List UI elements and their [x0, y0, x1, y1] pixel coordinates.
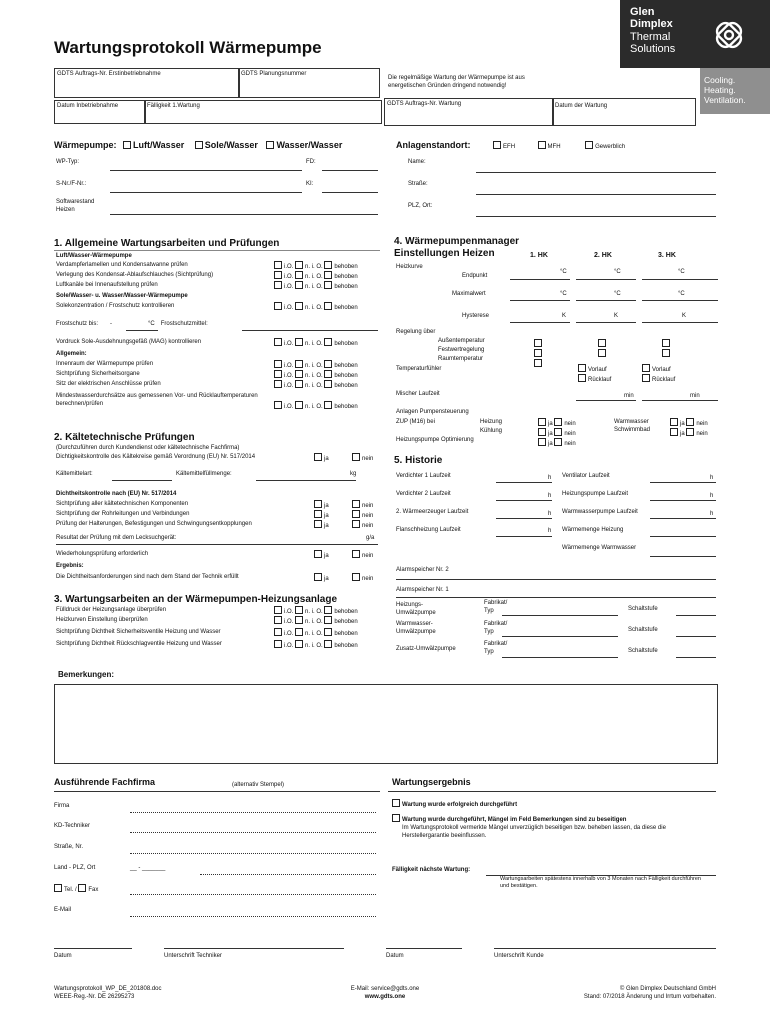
wwpl-label: Warmwasserpumpe Laufzeit [562, 509, 638, 515]
kd-input[interactable] [130, 832, 376, 833]
mischer-label: Mischer Laufzeit [396, 391, 440, 397]
wasser-wasser-checkbox[interactable] [266, 141, 274, 149]
datum-inbetrieb-label: Datum Inbetriebnahme [57, 103, 119, 109]
gewerblich-checkbox[interactable] [585, 141, 593, 149]
frostschutzmittel-input[interactable] [242, 330, 378, 331]
s3-item-1: Fülldruck der Heizungsanlage überprüfen i.O. n. i. O. behoben [56, 607, 358, 615]
s1-item-2-nio-checkbox[interactable] [295, 271, 303, 279]
wwup-input[interactable] [502, 636, 618, 637]
ww-nein-checkbox[interactable] [686, 418, 694, 426]
endpunkt-hk3-unit: °C [678, 269, 685, 275]
tempfuehler-label: Temperaturfühler [396, 366, 442, 372]
remarks-area[interactable] [54, 684, 718, 764]
v1-unit: h [548, 475, 552, 481]
sole-wasser-label: Sole/Wasser [204, 140, 258, 150]
schwimm-nein-checkbox[interactable] [686, 428, 694, 436]
ok-row: Wartung wurde erfolgreich durchgeführt [392, 799, 517, 809]
s1-item-7-io-checkbox[interactable] [274, 380, 282, 388]
s3-item-3: Sichtprüfung Dichtheit Sicherheitsventile Heizung und Wasser i.O. n. i. O. behoben [56, 629, 358, 637]
maximalwert-label: Maximalwert [452, 291, 486, 297]
s1-item-5: Innenraum der Wärmepumpe prüfen i.O. n. i. O. behoben [56, 361, 358, 369]
flansch-label: Flanschheizung Laufzeit [396, 527, 461, 533]
s3-item-1-behoben-checkbox[interactable] [324, 606, 332, 614]
email-input[interactable] [130, 916, 376, 917]
wmh-input[interactable] [650, 536, 716, 537]
section-1-sub2: Sole/Wasser- u. Wasser/Wasser-Wärmepumpe [56, 293, 188, 299]
footer-center: E-Mail: service@gdts.one www.gdts.one [350, 986, 420, 1000]
maximalwert-hk2-unit: °C [614, 291, 621, 297]
wp-typ-input[interactable] [110, 170, 302, 171]
aussen-label: Außentemperatur [438, 338, 485, 344]
s1-item-1: Verdampferlamellen und Kondensatwanne prüfen i.O. n. i. O. behoben [56, 262, 358, 270]
s1-item-8-io-checkbox[interactable] [274, 401, 282, 409]
dk-item-3-ja-checkbox[interactable] [314, 520, 322, 528]
wmh-label: Wärmemenge Heizung [562, 527, 624, 533]
planungsnummer-label: GDTS Planungsnummer [241, 71, 307, 77]
datum-kunde-label: Datum [386, 953, 404, 959]
section-5-title: 5. Historie [394, 455, 443, 466]
ergebnis-row: Die Dichtheitsanforderungen sind nach dem Stand der Technik erfüllt ja nein [56, 574, 374, 582]
site-label: Anlagenstandort: [396, 140, 471, 150]
pump-type-label: Wärmepumpe: [54, 140, 117, 150]
section-3-title: 3. Wartungsarbeiten an der Wärmepumpen-Heizungsanlage [54, 594, 338, 605]
section-1-sub1: Luft/Wasser-Wärmepumpe [56, 253, 132, 259]
wez-unit: h [548, 511, 552, 517]
telfax-input[interactable] [130, 894, 376, 895]
v2-unit: h [548, 493, 552, 499]
ww-schwimm-labels: Warmwasser Schwimmbad [614, 419, 651, 433]
result-title: Wartungsergebnis [392, 777, 471, 787]
anlagen-label: Anlagen Pumpensteuerung [396, 409, 469, 415]
regelung-label: Regelung über [396, 329, 436, 335]
endpunkt-hk1-unit: °C [560, 269, 567, 275]
wieder-ja-checkbox[interactable] [314, 550, 322, 558]
kuehlung-label: Kühlung [480, 428, 503, 434]
ki-label: KI: [306, 181, 314, 187]
s3-item-1-nio-checkbox[interactable] [295, 606, 303, 614]
land-fill: __ - _______ [130, 865, 166, 871]
kg-unit: kg [350, 471, 357, 477]
zup-label: ZUP (M16) bei [396, 419, 435, 425]
dk-item-1-nein-checkbox[interactable] [352, 500, 360, 508]
heizkurve-label: Heizkurve [396, 264, 423, 270]
hysterese-hk2-unit: K [614, 313, 619, 319]
maximalwert-hk2[interactable] [576, 286, 636, 301]
s1-item-3-behoben-checkbox[interactable] [324, 281, 332, 289]
s1-druck-nio-checkbox[interactable] [295, 338, 303, 346]
s1-item-4-io-checkbox[interactable] [274, 302, 282, 310]
sig-tech-input[interactable] [164, 948, 344, 949]
strasse-input[interactable] [476, 194, 716, 195]
regelung-hk3-checkboxes [662, 337, 672, 357]
vent-input[interactable] [650, 482, 716, 483]
mfh-checkbox[interactable] [538, 141, 546, 149]
s3-item-3-nio-checkbox[interactable] [295, 628, 303, 636]
land-label: Land - PLZ, Ort [54, 865, 96, 871]
result-input[interactable] [56, 544, 378, 545]
aussen-hk2-checkbox[interactable] [598, 339, 606, 347]
hpo-label: Heizungspumpe Optimierung [396, 437, 474, 443]
luft-wasser-checkbox[interactable] [123, 141, 131, 149]
faellig-label: Fälligkeit nächste Wartung: [392, 867, 471, 873]
s1-item-1-io-checkbox[interactable] [274, 261, 282, 269]
dk-item-2: Sichtprüfung der Rohrleitungen und Verbindungen ja nein [56, 511, 374, 519]
s1-item-6: Sichtprüfung Sicherheitsorgane i.O. n. i. O. behoben [56, 371, 358, 379]
s1-item-8-behoben-checkbox[interactable] [324, 401, 332, 409]
brand-subname: Thermal Solutions [630, 31, 676, 55]
s1-item-2: Verlegung des Kondensat-Ablaufschlauches (Sichtprüfung) i.O. n. i. O. behoben [56, 272, 358, 280]
land-input[interactable] [200, 874, 376, 875]
s1-item-7-behoben-checkbox[interactable] [324, 380, 332, 388]
v1-label: Verdichter 1 Laufzeit [396, 473, 451, 479]
section-2-title: 2. Kältetechnische Prüfungen [54, 432, 195, 443]
s1-item-2-behoben-checkbox[interactable] [324, 271, 332, 279]
frostschutz-row: Frostschutz bis: - °C Frostschutzmittel: [56, 321, 208, 327]
regelung-hk1-checkboxes [534, 337, 544, 367]
endpunkt-label: Endpunkt [462, 273, 488, 279]
wwup-schaltstufe-input[interactable] [676, 636, 716, 637]
fuellmenge-label: Kältemittelfüllmenge: [176, 471, 232, 477]
s3-item-4: Sichtprüfung Dichtheit Rückschlagventile Heizung und Wasser i.O. n. i. O. behoben [56, 641, 358, 649]
gewerblich-label: Gewerblich [595, 144, 626, 150]
page-title: Wartungsprotokoll Wärmepumpe [54, 38, 322, 57]
fd-input[interactable] [322, 170, 378, 171]
mischer-hk2-input[interactable] [576, 400, 636, 401]
s1-item-6-behoben-checkbox[interactable] [324, 370, 332, 378]
kd-label: KD-Techniker [54, 823, 91, 829]
hup-label: Heizungs- Umwälzpumpe [396, 602, 436, 616]
strasse-firm-label: Straße, Nr. [54, 844, 84, 850]
s1-druck: Vordruck Sole-Ausdehnungsgefäß (MAG) kontrollieren i.O. n. i. O. behoben [56, 339, 358, 347]
section-1-rule [54, 250, 380, 251]
tempfuehler-hk3: Vorlauf Rücklauf [642, 364, 675, 384]
s1-item-1-nio-checkbox[interactable] [295, 261, 303, 269]
s3-item-2-behoben-checkbox[interactable] [324, 616, 332, 624]
hysterese-hk3-unit: K [682, 313, 687, 319]
maengel-text: Im Wartungsprotokoll vermerkte Mängel unverzüglich beseitigen bzw. beheben lassen, da diese die Herstellergarantie beeinflussen. [402, 825, 666, 839]
ga-unit: g/a [366, 535, 375, 541]
wez-label: 2. Wärmeerzeuger Laufzeit [396, 509, 469, 515]
s1-item-4-nio-checkbox[interactable] [295, 302, 303, 310]
dk-item-3-nein-checkbox[interactable] [352, 520, 360, 528]
s1-druck-io-checkbox[interactable] [274, 338, 282, 346]
remarks-label: Bemerkungen: [58, 670, 115, 679]
faelligkeit-label: Fälligkeit 1.Wartung [147, 103, 200, 109]
hysterese-hk1[interactable] [510, 308, 570, 323]
section-2-sub: (Durchzuführen durch Kundendienst oder kältetechnische Fachfirma) [56, 445, 240, 451]
s1-item-7-nio-checkbox[interactable] [295, 380, 303, 388]
vorlauf-hk2-checkbox[interactable] [578, 364, 586, 372]
dk-item-3: Prüfung der Halterungen, Befestigungen und Schwingungsentkopplungen ja nein [56, 521, 374, 529]
wwup-label: Warmwasser- Umwälzpumpe [396, 621, 436, 635]
kuehlung-ja-checkbox[interactable] [538, 428, 546, 436]
zup-pump-label: Zusatz-Umwälzpumpe [396, 646, 456, 652]
zup-schaltstufe: Schaltstufe [628, 648, 658, 654]
wez-input[interactable] [496, 518, 552, 519]
firma-label: Firma [54, 803, 70, 809]
mischer-hk2-unit: min [624, 393, 634, 399]
hpl-input[interactable] [650, 500, 716, 501]
hysterese-label: Hysterese [462, 313, 490, 319]
s1-item-4-behoben-checkbox[interactable] [324, 302, 332, 310]
faellig-note: Wartungsarbeiten spätestens innerhalb von 3 Monaten nach Fälligkeit durchführen und bestätigen. [500, 876, 701, 889]
aussen-hk1-checkbox[interactable] [534, 339, 542, 347]
efh-label: EFH [503, 144, 516, 150]
firm-rule [54, 791, 380, 792]
s3-item-2-nio-checkbox[interactable] [295, 616, 303, 624]
datum-kunde-input[interactable] [386, 948, 462, 949]
email-label: E-Mail [54, 907, 72, 913]
wmw-label: Wärmemenge Warmwasser [562, 545, 637, 551]
hk3-header: 3. HK [658, 252, 676, 259]
maengel-checkbox[interactable] [392, 814, 400, 822]
ww-ja-checkbox[interactable] [670, 418, 678, 426]
footer-left: Wartungsprotokoll_WP_DE_201808.doc WEEE-Reg.-Nr. DE 26295273 [54, 986, 162, 1000]
s1-item-1-behoben-checkbox[interactable] [324, 261, 332, 269]
hk2-header: 2. HK [594, 252, 612, 259]
ki-input[interactable] [322, 192, 378, 193]
hpo-ja-checkbox[interactable] [538, 438, 546, 446]
v2-input[interactable] [496, 500, 552, 501]
festwert-hk3-checkbox[interactable] [662, 349, 670, 357]
alarm2-input[interactable] [396, 579, 716, 580]
mischer-hk3-unit: min [690, 393, 700, 399]
flansch-unit: h [548, 528, 552, 534]
wasser-wasser-label: Wasser/Wasser [276, 140, 343, 150]
sig-kunde-label: Unterschrift Kunde [494, 953, 544, 959]
wiederholung-row: Wiederholungsprüfung erforderlich ja nein [56, 551, 374, 559]
wmw-input[interactable] [650, 556, 716, 557]
section-1-title: 1. Allgemeine Wartungsarbeiten und Prüfungen [54, 238, 280, 249]
tempfuehler-hk2: Vorlauf Rücklauf [578, 364, 611, 384]
site-row [396, 140, 625, 151]
v1-input[interactable] [496, 482, 552, 483]
s1-item-8-nio-checkbox[interactable] [295, 401, 303, 409]
result-rule [388, 791, 716, 792]
v2-label: Verdichter 2 Laufzeit [396, 491, 451, 497]
stempel-label: (alternativ Stempel) [232, 782, 285, 788]
tel-checkbox[interactable] [54, 884, 62, 892]
footer-right: © Glen Dimplex Deutschland GmbH Stand: 07/2018 Änderung und Irrtum vorbehalten. [583, 986, 716, 1000]
auftrag-inbetrieb-label: GDTS Auftrags-Nr. Erstinbetriebnahme [57, 71, 161, 77]
sig-kunde-input[interactable] [494, 948, 716, 949]
heizung-nein-checkbox[interactable] [554, 418, 562, 426]
wwpl-input[interactable] [650, 518, 716, 519]
datum-wartung-label: Datum der Wartung [555, 103, 608, 109]
snr-label: S-Nr./F-Nr.: [56, 181, 87, 187]
raum-hk1-checkbox[interactable] [534, 359, 542, 367]
s3-item-2-io-checkbox[interactable] [274, 616, 282, 624]
hup-fabrikat: Fabrikat/ Typ [484, 600, 508, 614]
firma-input[interactable] [130, 812, 376, 813]
datum-firm-input[interactable] [54, 948, 132, 949]
hysterese-hk1-unit: K [562, 313, 567, 319]
strasse-label: Straße: [408, 181, 428, 187]
vorlauf-hk3-checkbox[interactable] [642, 364, 650, 372]
heizung-label: Heizung [480, 419, 503, 425]
wwpl-unit: h [710, 511, 714, 517]
hpl-label: Heizungspumpe Laufzeit [562, 491, 629, 497]
s3-item-3-behoben-checkbox[interactable] [324, 628, 332, 636]
s2-dicht-row: Dichtigkeitskontrolle des Kältekreise gemäß Verordnung (EU) Nr. 517/2014 ja nein [56, 454, 374, 462]
maengel-row: Wartung wurde durchgeführt, Mängel im Feld Bemerkungen sind zu beseitigen [392, 814, 626, 824]
endpunkt-hk2[interactable] [576, 263, 636, 280]
fax-checkbox[interactable] [78, 884, 86, 892]
hup-schaltstufe: Schaltstufe [628, 606, 658, 612]
endpunkt-hk2-unit: °C [614, 269, 621, 275]
wp-typ-label: WP-Typ: [56, 159, 80, 165]
hpl-unit: h [710, 493, 714, 499]
kaeltemittel-label: Kältemittelart: [56, 471, 93, 477]
s3-item-3-io-checkbox[interactable] [274, 628, 282, 636]
ruecklauf-hk3-checkbox[interactable] [642, 374, 650, 382]
wwup-fabrikat: Fabrikat/ Typ [484, 621, 508, 635]
sole-wasser-checkbox[interactable] [195, 141, 203, 149]
kuehlung-nein-checkbox[interactable] [554, 428, 562, 436]
s1-item-5-nio-checkbox[interactable] [295, 360, 303, 368]
ergebnis-ja-checkbox[interactable] [314, 573, 322, 581]
s1-druck-behoben-checkbox[interactable] [324, 338, 332, 346]
s2-dicht-ja-checkbox[interactable] [314, 453, 322, 461]
hpo-nein-checkbox[interactable] [554, 438, 562, 446]
ruecklauf-hk2-checkbox[interactable] [578, 374, 586, 382]
software-label: Softwarestand Heizen [56, 199, 95, 213]
festwert-hk2-checkbox[interactable] [598, 349, 606, 357]
mfh-label: MFH [547, 144, 561, 150]
vent-label: Ventilator Laufzeit [562, 473, 610, 479]
snr-input[interactable] [110, 192, 302, 193]
s1-item-8: Mindestwasserdurchsätze aus gemessenen Vor- und Rücklauftemperaturen berechnen/prüfen i.O. n. i. O. behoben [56, 393, 358, 410]
plz-label: PLZ, Ort: [408, 203, 433, 209]
vent-unit: h [710, 475, 714, 481]
hup-schaltstufe-input[interactable] [676, 615, 716, 616]
zup-fabrikat: Fabrikat/ Typ [484, 641, 508, 655]
s1-item-2-io-checkbox[interactable] [274, 271, 282, 279]
s3-item-4-nio-checkbox[interactable] [295, 640, 303, 648]
mischer-hk3-input[interactable] [642, 400, 718, 401]
flansch-input[interactable] [496, 536, 552, 537]
schwimm-ja-checkbox[interactable] [670, 428, 678, 436]
datum-firm-label: Datum [54, 953, 72, 959]
s1-item-5-behoben-checkbox[interactable] [324, 360, 332, 368]
luft-wasser-label: Luft/Wasser [133, 140, 185, 150]
aussen-hk3-checkbox[interactable] [662, 339, 670, 347]
hk1-header: 1. HK [530, 252, 548, 259]
maintenance-notice: Die regelmäßige Wartung der Wärmepumpe ist aus energetischen Gründen dringend notwendig! [388, 75, 525, 89]
s3-item-4-behoben-checkbox[interactable] [324, 640, 332, 648]
maximalwert-hk3-unit: °C [678, 291, 685, 297]
sig-tech-label: Unterschrift Techniker [164, 953, 222, 959]
alarm1-input[interactable] [396, 597, 716, 598]
dk-item-1-ja-checkbox[interactable] [314, 500, 322, 508]
zup-input[interactable] [502, 657, 618, 658]
s1-item-4: Solekonzentration / Frostschutz kontrollieren i.O. n. i. O. behoben [56, 303, 358, 311]
ergebnis-nein-checkbox[interactable] [352, 573, 360, 581]
s1-item-6-io-checkbox[interactable] [274, 370, 282, 378]
alarm1-label: Alarmspeicher Nr. 1 [396, 587, 449, 593]
wwup-schaltstufe: Schaltstufe [628, 627, 658, 633]
hysterese-hk3[interactable] [642, 308, 718, 323]
s3-item-1-io-checkbox[interactable] [274, 606, 282, 614]
efh-checkbox[interactable] [493, 141, 501, 149]
auftrag-wartung-label: GDTS Auftrags-Nr. Wartung [387, 101, 462, 107]
fd-label: FD: [306, 159, 316, 165]
heizung-ja-checkbox[interactable] [538, 418, 546, 426]
firm-title: Ausführende Fachfirma [54, 777, 156, 787]
telfax-row: Tel. / Fax [54, 884, 98, 894]
raum-label: Raumtemperatur [438, 356, 484, 362]
knot-logo-icon [712, 18, 746, 52]
festwert-label: Festwertregelung [438, 347, 485, 353]
pump-type-row [54, 140, 342, 150]
dk-item-2-ja-checkbox[interactable] [314, 510, 322, 518]
software-input[interactable] [110, 214, 378, 215]
brand-tagline: Cooling. Heating. Ventilation. [704, 75, 746, 105]
strasse-firm-input[interactable] [130, 853, 376, 854]
wieder-nein-checkbox[interactable] [352, 550, 360, 558]
frostschutz-input[interactable] [126, 330, 158, 331]
maximalwert-hk1-unit: °C [560, 291, 567, 297]
section-1-sub3: Allgemein: [56, 351, 87, 357]
hysterese-hk2[interactable] [576, 308, 636, 323]
s3-item-2: Heizkurven Einstellung überprüfen i.O. n. i. O. behoben [56, 617, 358, 625]
ok-checkbox[interactable] [392, 799, 400, 807]
zup-schaltstufe-input[interactable] [676, 657, 716, 658]
s1-item-3-nio-checkbox[interactable] [295, 281, 303, 289]
dk-item-2-nein-checkbox[interactable] [352, 510, 360, 518]
brand-name: Glen Dimplex [630, 6, 673, 30]
plz-input[interactable] [476, 216, 716, 217]
section-4-title: 4. Wärmepumpenmanager Einstellungen Heizen [394, 236, 520, 259]
kaeltemittel-input[interactable] [112, 480, 172, 481]
s3-item-4-io-checkbox[interactable] [274, 640, 282, 648]
ergebnis-label: Ergebnis: [56, 563, 84, 569]
zup-checkboxes: ja nein ja nein ja nein [538, 418, 576, 448]
s1-item-3: Luftkanäle bei Innenaufstellung prüfen i.O. n. i. O. behoben [56, 282, 358, 290]
s1-item-6-nio-checkbox[interactable] [295, 370, 303, 378]
s1-item-3-io-checkbox[interactable] [274, 281, 282, 289]
fuellmenge-input[interactable] [256, 480, 356, 481]
s1-item-7: Sitz der elektrischen Anschlüsse prüfen i.O. n. i. O. behoben [56, 381, 358, 389]
s1-item-5-io-checkbox[interactable] [274, 360, 282, 368]
hup-input[interactable] [502, 615, 618, 616]
result-label: Resultat der Prüfung mit dem Lecksuchgerät: [56, 535, 177, 541]
name-label: Name: [408, 159, 426, 165]
festwert-hk1-checkbox[interactable] [534, 349, 542, 357]
alarm2-label: Alarmspeicher Nr. 2 [396, 567, 449, 573]
regelung-hk2-checkboxes [598, 337, 608, 357]
dk-title: Dichtheitskontrolle nach (EU) Nr. 517/2014 [56, 491, 177, 497]
s2-dicht-nein-checkbox[interactable] [352, 453, 360, 461]
name-input[interactable] [476, 172, 716, 173]
ww-schwimm-checkboxes: ja nein ja nein [670, 418, 708, 438]
dk-item-1: Sichtprüfung aller kältetechnischen Komponenten ja nein [56, 501, 374, 509]
